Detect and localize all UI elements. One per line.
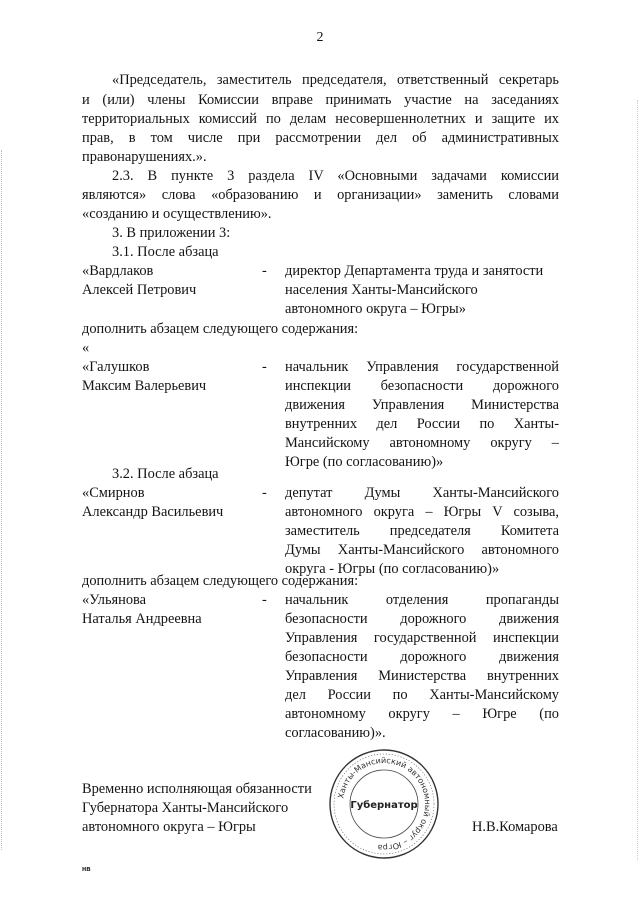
item-2-3-line-1: 2.3. В пункте 3 раздела IV «Основными задачами комиссии <box>112 168 559 184</box>
official-seal-stamp <box>328 748 440 860</box>
entry-name-surname: «Галушков <box>82 359 150 375</box>
signatory-title-line-1: Временно исполняющая обязанности <box>82 781 312 797</box>
entry-dash: - <box>262 592 267 608</box>
left-page-edge <box>1 150 3 850</box>
entry-name-surname: «Смирнов <box>82 485 145 501</box>
entry-desc-line: безопасности дорожного движения <box>285 611 559 627</box>
entry-desc-line: автономного округа – Югры» <box>285 301 466 317</box>
append-text-1: дополнить абзацем следующего содержания: <box>82 321 359 337</box>
item-2-3-line-3: «созданию и осуществлению». <box>82 206 272 222</box>
entry-desc-line: Мансийскому автономному округу – <box>285 435 559 451</box>
item-3-1-heading: 3.1. После абзаца <box>112 244 219 260</box>
entry-desc-line: заместитель председателя Комитета <box>285 523 559 539</box>
entry-desc-line: округа - Югры (по согласованию)» <box>285 561 500 577</box>
entry-desc-line: движения Управления Министерства <box>285 397 559 413</box>
entry-desc-line: Управления государственной инспекции <box>285 630 559 646</box>
entry-desc-line: начальник Управления государственной <box>285 359 559 375</box>
entry-desc-line: Югре (по согласованию)» <box>285 454 444 470</box>
entry-name-given: Алексей Петрович <box>82 282 197 298</box>
footer-mark: нв <box>82 866 91 873</box>
page-number: 2 <box>316 30 324 45</box>
entry-desc-line: Думы Ханты-Мансийского автономного <box>285 542 559 558</box>
entry-dash: - <box>262 359 267 375</box>
right-page-edge <box>637 100 639 860</box>
entry-description <box>285 358 559 472</box>
seal-center-text: Губернатор <box>350 800 418 811</box>
entry-dash: - <box>262 485 267 501</box>
item-3-heading: 3. В приложении 3: <box>112 225 231 241</box>
entry-desc-line: директор Департамента труда и занятости <box>285 263 544 279</box>
entry-desc-line: согласованию)». <box>285 725 386 741</box>
entry-name-given: Максим Валерьевич <box>82 378 207 394</box>
entry-desc-line: дел России по Ханты-Мансийскому <box>285 687 559 703</box>
seal-ring-text: Ханты-Мансийский автономный округ – Югра <box>336 755 433 853</box>
intro-line-2: и (или) члены Комиссии вправе принимать участие на заседаниях <box>82 92 559 108</box>
entry-name-given: Наталья Андреевна <box>82 611 202 627</box>
entry-desc-line: автономному округу – Югре (по <box>285 706 559 722</box>
open-quote: « <box>82 340 90 356</box>
entry-name-given: Александр Васильевич <box>82 504 224 520</box>
intro-line-4: прав, в том числе при рассмотрении дел об административных <box>82 130 559 146</box>
entry-desc-line: безопасности дорожного движения <box>285 649 559 665</box>
entry-dash: - <box>262 263 267 279</box>
signatory-title-line-3: автономного округа – Югры <box>82 819 256 835</box>
intro-line-5: правонарушениях.». <box>82 149 207 165</box>
entry-name-surname: «Вардлаков <box>82 263 154 279</box>
item-3-2-heading: 3.2. После абзаца <box>112 466 219 482</box>
entry-desc-line: Управления Министерства внутренних <box>285 668 559 684</box>
entry-desc-line: автономного округа – Югры V созыва, <box>285 504 559 520</box>
entry-desc-line: населения Ханты-Мансийского <box>285 282 478 298</box>
entry-desc-line: начальник отделения пропаганды <box>285 592 559 608</box>
entry-desc-line: инспекции безопасности дорожного <box>285 378 559 394</box>
entry-description <box>285 484 559 579</box>
entry-description <box>285 262 559 319</box>
intro-line-1: «Председатель, заместитель председателя, ответственный секретарь <box>112 72 559 88</box>
signatory-name: Н.В.Комарова <box>472 819 558 835</box>
entry-desc-line: депутат Думы Ханты-Мансийского <box>285 485 559 501</box>
entry-desc-line: внутренних дел России по Ханты- <box>285 416 559 432</box>
signatory-title-line-2: Губернатора Ханты-Мансийского <box>82 800 289 816</box>
intro-line-3: территориальных комиссий по делам несовершеннолетних и защите их <box>82 111 559 127</box>
item-2-3-line-2: являются» слова «образованию и организации» заменить словами <box>82 187 559 203</box>
append-text-2: дополнить абзацем следующего содержания: <box>82 573 359 589</box>
entry-description <box>285 591 559 743</box>
entry-name-surname: «Ульянова <box>82 592 147 608</box>
